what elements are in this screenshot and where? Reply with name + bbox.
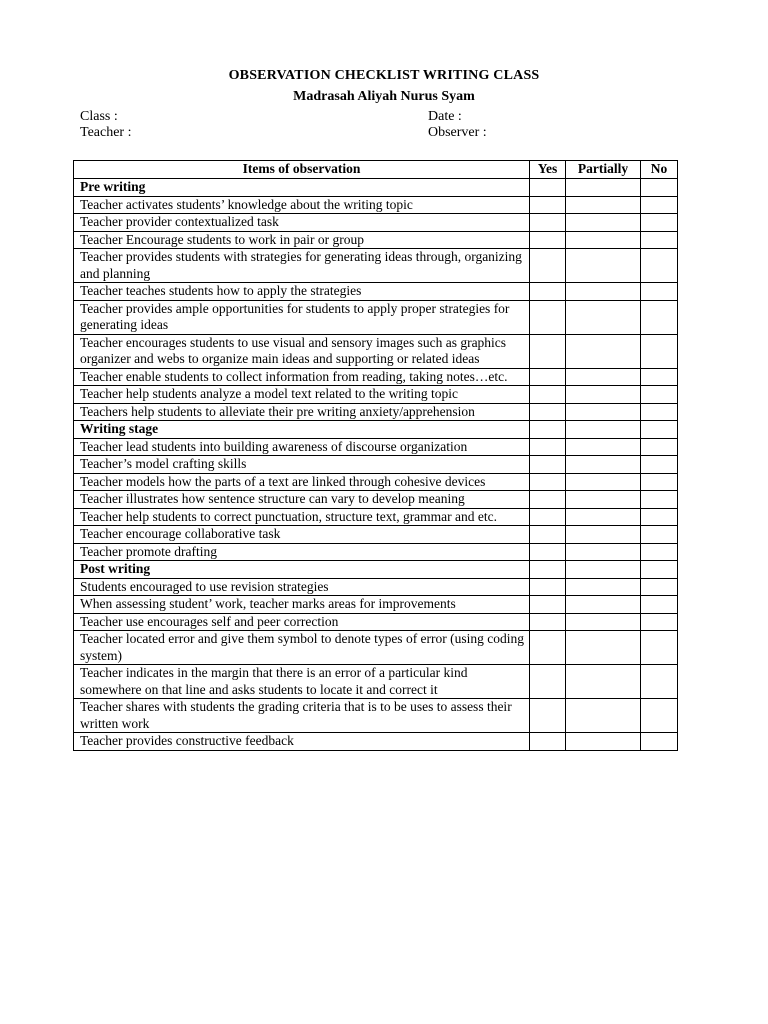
observation-item: Teacher encourages students to use visual and sensory images such as graphics organizer and webs to organize main ideas and supporting or related ideas (74, 334, 530, 368)
checkbox-cell-yes[interactable] (530, 491, 566, 509)
checkbox-cell-yes[interactable] (530, 300, 566, 334)
checkbox-cell-partially[interactable] (566, 438, 641, 456)
table-row (74, 526, 678, 544)
checkbox-cell-no[interactable] (641, 578, 678, 596)
checkbox-cell-yes[interactable] (530, 438, 566, 456)
checkbox-cell-no[interactable] (641, 526, 678, 544)
checkbox-cell-partially[interactable] (566, 179, 641, 197)
section-row (74, 561, 678, 579)
observation-item: Teacher activates students’ knowledge about the writing topic (74, 196, 530, 214)
checkbox-cell-yes[interactable] (530, 283, 566, 301)
observation-item: Teacher provides ample opportunities for students to apply proper strategies for generating ideas (74, 300, 530, 334)
column-header-items: Items of observation (74, 161, 530, 179)
observation-item: Teacher teaches students how to apply the strategies (74, 283, 530, 301)
checkbox-cell-no[interactable] (641, 456, 678, 474)
checkbox-cell-partially[interactable] (566, 214, 641, 232)
observation-item: Teacher shares with students the grading criteria that is to be uses to assess their written work (74, 699, 530, 733)
table-row (74, 283, 678, 301)
table-header-row (74, 161, 678, 179)
checkbox-cell-partially[interactable] (566, 596, 641, 614)
checkbox-cell-no[interactable] (641, 561, 678, 579)
section-heading: Post writing (74, 561, 530, 579)
checkbox-cell-yes[interactable] (530, 386, 566, 404)
table-row (74, 508, 678, 526)
observation-table (73, 160, 678, 751)
checkbox-cell-no[interactable] (641, 403, 678, 421)
checkbox-cell-no[interactable] (641, 473, 678, 491)
document-title: OBSERVATION CHECKLIST WRITING CLASS (228, 68, 540, 83)
table-row (74, 438, 678, 456)
table-row (74, 249, 678, 283)
checkbox-cell-partially[interactable] (566, 456, 641, 474)
checkbox-cell-no[interactable] (641, 421, 678, 439)
date-label: Date : (428, 109, 462, 124)
checkbox-cell-yes[interactable] (530, 231, 566, 249)
observation-item: Teacher illustrates how sentence structure can vary to develop meaning (74, 491, 530, 509)
observation-item: Teacher lead students into building awareness of discourse organization (74, 438, 530, 456)
table-row (74, 300, 678, 334)
checkbox-cell-partially[interactable] (566, 613, 641, 631)
checkbox-cell-no[interactable] (641, 733, 678, 751)
checkbox-cell-yes[interactable] (530, 403, 566, 421)
checkbox-cell-partially[interactable] (566, 508, 641, 526)
checkbox-cell-yes[interactable] (530, 578, 566, 596)
checkbox-cell-no[interactable] (641, 283, 678, 301)
checkbox-cell-no[interactable] (641, 543, 678, 561)
checkbox-cell-no[interactable] (641, 214, 678, 232)
checkbox-cell-no[interactable] (641, 179, 678, 197)
checkbox-cell-yes[interactable] (530, 613, 566, 631)
checkbox-cell-yes[interactable] (530, 421, 566, 439)
checkbox-cell-yes[interactable] (530, 473, 566, 491)
table-row (74, 596, 678, 614)
checkbox-cell-partially[interactable] (566, 368, 641, 386)
checkbox-cell-yes[interactable] (530, 733, 566, 751)
observation-item: Teacher help students analyze a model text related to the writing topic (74, 386, 530, 404)
section-heading: Pre writing (74, 179, 530, 197)
checkbox-cell-no[interactable] (641, 249, 678, 283)
observation-item: Teacher Encourage students to work in pair or group (74, 231, 530, 249)
checkbox-cell-no[interactable] (641, 300, 678, 334)
observation-item: Teachers help students to alleviate their pre writing anxiety/apprehension (74, 403, 530, 421)
checkbox-cell-partially[interactable] (566, 561, 641, 579)
table-row (74, 613, 678, 631)
checkbox-cell-partially[interactable] (566, 733, 641, 751)
table-row (74, 733, 678, 751)
observation-item: Teacher promote drafting (74, 543, 530, 561)
checkbox-cell-partially[interactable] (566, 300, 641, 334)
observation-item: Teacher use encourages self and peer correction (74, 613, 530, 631)
checkbox-cell-yes[interactable] (530, 249, 566, 283)
checkbox-cell-partially[interactable] (566, 231, 641, 249)
table-row (74, 196, 678, 214)
checkbox-cell-partially[interactable] (566, 283, 641, 301)
table-row (74, 543, 678, 561)
checkbox-cell-no[interactable] (641, 386, 678, 404)
observation-item: Teacher provides constructive feedback (74, 733, 530, 751)
checkbox-cell-partially[interactable] (566, 543, 641, 561)
checkbox-cell-no[interactable] (641, 231, 678, 249)
checkbox-cell-no[interactable] (641, 665, 678, 699)
checkbox-cell-partially[interactable] (566, 699, 641, 733)
table-row (74, 214, 678, 232)
column-header-yes: Yes (530, 161, 566, 179)
checkbox-cell-partially[interactable] (566, 491, 641, 509)
observation-item: When assessing student’ work, teacher marks areas for improvements (74, 596, 530, 614)
checkbox-cell-no[interactable] (641, 631, 678, 665)
observation-item: Teacher models how the parts of a text are linked through cohesive devices (74, 473, 530, 491)
checkbox-cell-partially[interactable] (566, 334, 641, 368)
table-row (74, 456, 678, 474)
checkbox-cell-yes[interactable] (530, 561, 566, 579)
checkbox-cell-yes[interactable] (530, 508, 566, 526)
checkbox-cell-no[interactable] (641, 334, 678, 368)
column-header-partially: Partially (566, 161, 641, 179)
checkbox-cell-yes[interactable] (530, 631, 566, 665)
class-label: Class : (80, 109, 118, 124)
observation-item: Teacher help students to correct punctuation, structure text, grammar and etc. (74, 508, 530, 526)
checkbox-cell-no[interactable] (641, 508, 678, 526)
table-row (74, 231, 678, 249)
checkbox-cell-partially[interactable] (566, 526, 641, 544)
checkbox-cell-partially[interactable] (566, 631, 641, 665)
table-row (74, 491, 678, 509)
table-row (74, 578, 678, 596)
checkbox-cell-partially[interactable] (566, 249, 641, 283)
checkbox-cell-no[interactable] (641, 491, 678, 509)
checkbox-cell-no[interactable] (641, 596, 678, 614)
checkbox-cell-partially[interactable] (566, 665, 641, 699)
observation-item: Teacher indicates in the margin that there is an error of a particular kind somewhere on that line and asks students to locate it and correct it (74, 665, 530, 699)
checkbox-cell-yes[interactable] (530, 334, 566, 368)
checkbox-cell-partially[interactable] (566, 386, 641, 404)
checkbox-cell-yes[interactable] (530, 699, 566, 733)
checkbox-cell-no[interactable] (641, 613, 678, 631)
checkbox-cell-partially[interactable] (566, 421, 641, 439)
observation-item: Students encouraged to use revision strategies (74, 578, 530, 596)
table-row (74, 334, 678, 368)
checkbox-cell-yes[interactable] (530, 665, 566, 699)
checkbox-cell-yes[interactable] (530, 196, 566, 214)
section-row (74, 179, 678, 197)
table-row (74, 403, 678, 421)
observer-label: Observer : (428, 125, 487, 140)
checkbox-cell-no[interactable] (641, 196, 678, 214)
checkbox-cell-partially[interactable] (566, 196, 641, 214)
checkbox-cell-no[interactable] (641, 438, 678, 456)
column-header-no: No (641, 161, 678, 179)
observation-item: Teacher’s model crafting skills (74, 456, 530, 474)
checkbox-cell-no[interactable] (641, 368, 678, 386)
table-row (74, 699, 678, 733)
teacher-label: Teacher : (80, 125, 132, 140)
table-row (74, 473, 678, 491)
checkbox-cell-partially[interactable] (566, 578, 641, 596)
table-row (74, 665, 678, 699)
observation-item: Teacher enable students to collect information from reading, taking notes…etc. (74, 368, 530, 386)
checkbox-cell-no[interactable] (641, 699, 678, 733)
checkbox-cell-partially[interactable] (566, 473, 641, 491)
checkbox-cell-partially[interactable] (566, 403, 641, 421)
observation-item: Teacher provider contextualized task (74, 214, 530, 232)
table-row (74, 631, 678, 665)
observation-item: Teacher provides students with strategies for generating ideas through, organizing and planning (74, 249, 530, 283)
document-subtitle: Madrasah Aliyah Nurus Syam (293, 89, 475, 104)
section-heading: Writing stage (74, 421, 530, 439)
observation-item: Teacher located error and give them symbol to denote types of error (using coding system) (74, 631, 530, 665)
table-row (74, 368, 678, 386)
table-row (74, 386, 678, 404)
checkbox-cell-yes[interactable] (530, 596, 566, 614)
checkbox-cell-yes[interactable] (530, 214, 566, 232)
observation-item: Teacher encourage collaborative task (74, 526, 530, 544)
checkbox-cell-yes[interactable] (530, 179, 566, 197)
checkbox-cell-yes[interactable] (530, 526, 566, 544)
section-row (74, 421, 678, 439)
checkbox-cell-yes[interactable] (530, 368, 566, 386)
checkbox-cell-yes[interactable] (530, 543, 566, 561)
checkbox-cell-yes[interactable] (530, 456, 566, 474)
